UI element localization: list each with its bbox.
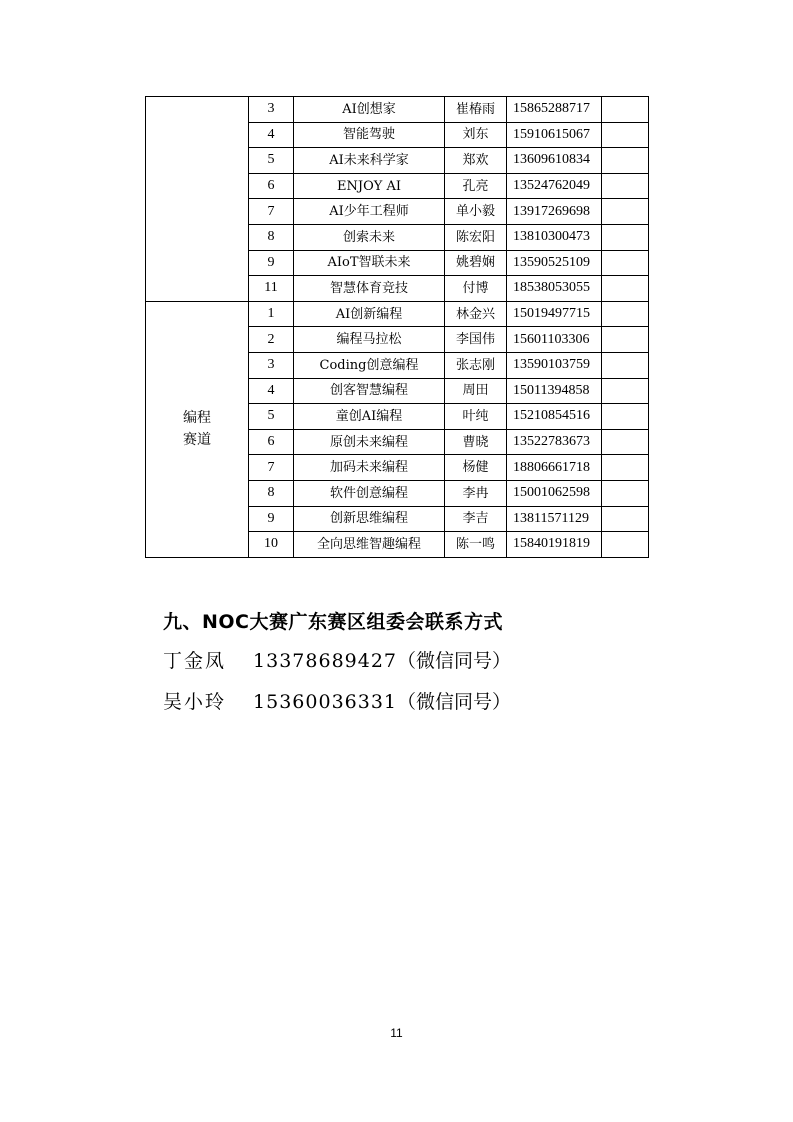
- competition-table: [145, 96, 649, 558]
- leader-name: 单小毅: [445, 199, 507, 225]
- team-name: 原创未来编程: [294, 429, 445, 455]
- phone-number: 13609610834: [507, 148, 602, 174]
- phone-number: 15019497715: [507, 301, 602, 327]
- contact-name: 丁金凤: [163, 650, 227, 672]
- row-number: 3: [249, 97, 294, 123]
- note-cell: [602, 378, 649, 404]
- phone-number: 15840191819: [507, 532, 602, 558]
- table-row: [146, 97, 649, 123]
- phone-number: 13810300473: [507, 224, 602, 250]
- note-cell: [602, 148, 649, 174]
- team-name: 智慧体育竞技: [294, 276, 445, 302]
- leader-name: 杨健: [445, 455, 507, 481]
- contact-phone: 15360036331: [253, 691, 398, 713]
- phone-number: 18538053055: [507, 276, 602, 302]
- contact-note: （微信同号）: [397, 691, 512, 713]
- contact-name: 吴小玲: [163, 691, 227, 713]
- team-name: 智能驾驶: [294, 122, 445, 148]
- table-row: [146, 301, 649, 327]
- leader-name: 刘东: [445, 122, 507, 148]
- team-name: AI未来科学家: [294, 148, 445, 174]
- note-cell: [602, 250, 649, 276]
- team-name: AI少年工程师: [294, 199, 445, 225]
- leader-name: 林金兴: [445, 301, 507, 327]
- row-number: 11: [249, 276, 294, 302]
- row-number: 4: [249, 378, 294, 404]
- row-number: 6: [249, 429, 294, 455]
- leader-name: 崔椿雨: [445, 97, 507, 123]
- row-number: 3: [249, 352, 294, 378]
- note-cell: [602, 224, 649, 250]
- note-cell: [602, 173, 649, 199]
- leader-name: 李冉: [445, 480, 507, 506]
- phone-number: 13917269698: [507, 199, 602, 225]
- row-number: 5: [249, 404, 294, 430]
- row-number: 7: [249, 455, 294, 481]
- note-cell: [602, 429, 649, 455]
- phone-number: 13524762049: [507, 173, 602, 199]
- phone-number: 13811571129: [507, 506, 602, 532]
- team-name: AIoT智联未来: [294, 250, 445, 276]
- note-cell: [602, 301, 649, 327]
- phone-number: 15011394858: [507, 378, 602, 404]
- leader-name: 郑欢: [445, 148, 507, 174]
- leader-name: 陈一鸣: [445, 532, 507, 558]
- note-cell: [602, 122, 649, 148]
- leader-name: 叶纯: [445, 404, 507, 430]
- row-number: 8: [249, 224, 294, 250]
- phone-number: 15601103306: [507, 327, 602, 353]
- note-cell: [602, 480, 649, 506]
- phone-number: 18806661718: [507, 455, 602, 481]
- leader-name: 孔亮: [445, 173, 507, 199]
- contact-line: [163, 646, 511, 673]
- team-name: AI创想家: [294, 97, 445, 123]
- phone-number: 13522783673: [507, 429, 602, 455]
- page-number: 11: [390, 1026, 403, 1040]
- note-cell: [602, 455, 649, 481]
- team-name: Coding创意编程: [294, 352, 445, 378]
- team-name: 加码未来编程: [294, 455, 445, 481]
- leader-name: 姚碧娴: [445, 250, 507, 276]
- contact-phone: 13378689427: [253, 650, 398, 672]
- row-number: 9: [249, 506, 294, 532]
- note-cell: [602, 404, 649, 430]
- section-title: 九、NOC大赛广东赛区组委会联系方式: [163, 611, 503, 633]
- note-cell: [602, 199, 649, 225]
- row-number: 5: [249, 148, 294, 174]
- phone-number: 13590525109: [507, 250, 602, 276]
- team-name: 全向思维智趣编程: [294, 532, 445, 558]
- team-name: 创索未来: [294, 224, 445, 250]
- phone-number: 15001062598: [507, 480, 602, 506]
- row-number: 10: [249, 532, 294, 558]
- contact-line: [163, 687, 511, 714]
- contact-note: （微信同号）: [397, 650, 512, 672]
- team-name: 童创AI编程: [294, 404, 445, 430]
- leader-name: 曹晓: [445, 429, 507, 455]
- note-cell: [602, 327, 649, 353]
- note-cell: [602, 532, 649, 558]
- table-body: [146, 97, 649, 558]
- leader-name: 陈宏阳: [445, 224, 507, 250]
- leader-name: 李吉: [445, 506, 507, 532]
- leader-name: 张志刚: [445, 352, 507, 378]
- row-number: 9: [249, 250, 294, 276]
- leader-name: 李国伟: [445, 327, 507, 353]
- note-cell: [602, 276, 649, 302]
- row-number: 4: [249, 122, 294, 148]
- note-cell: [602, 352, 649, 378]
- team-name: 创新思维编程: [294, 506, 445, 532]
- leader-name: 付博: [445, 276, 507, 302]
- phone-number: 15210854516: [507, 404, 602, 430]
- row-number: 6: [249, 173, 294, 199]
- row-number: 1: [249, 301, 294, 327]
- team-name: 创客智慧编程: [294, 378, 445, 404]
- team-name: AI创新编程: [294, 301, 445, 327]
- row-number: 7: [249, 199, 294, 225]
- category-cell: 编程 赛道: [146, 301, 249, 557]
- row-number: 2: [249, 327, 294, 353]
- phone-number: 13590103759: [507, 352, 602, 378]
- team-name: ENJOY AI: [294, 173, 445, 199]
- team-name: 软件创意编程: [294, 480, 445, 506]
- row-number: 8: [249, 480, 294, 506]
- team-name: 编程马拉松: [294, 327, 445, 353]
- category-cell: [146, 97, 249, 302]
- phone-number: 15865288717: [507, 97, 602, 123]
- leader-name: 周田: [445, 378, 507, 404]
- note-cell: [602, 506, 649, 532]
- phone-number: 15910615067: [507, 122, 602, 148]
- note-cell: [602, 97, 649, 123]
